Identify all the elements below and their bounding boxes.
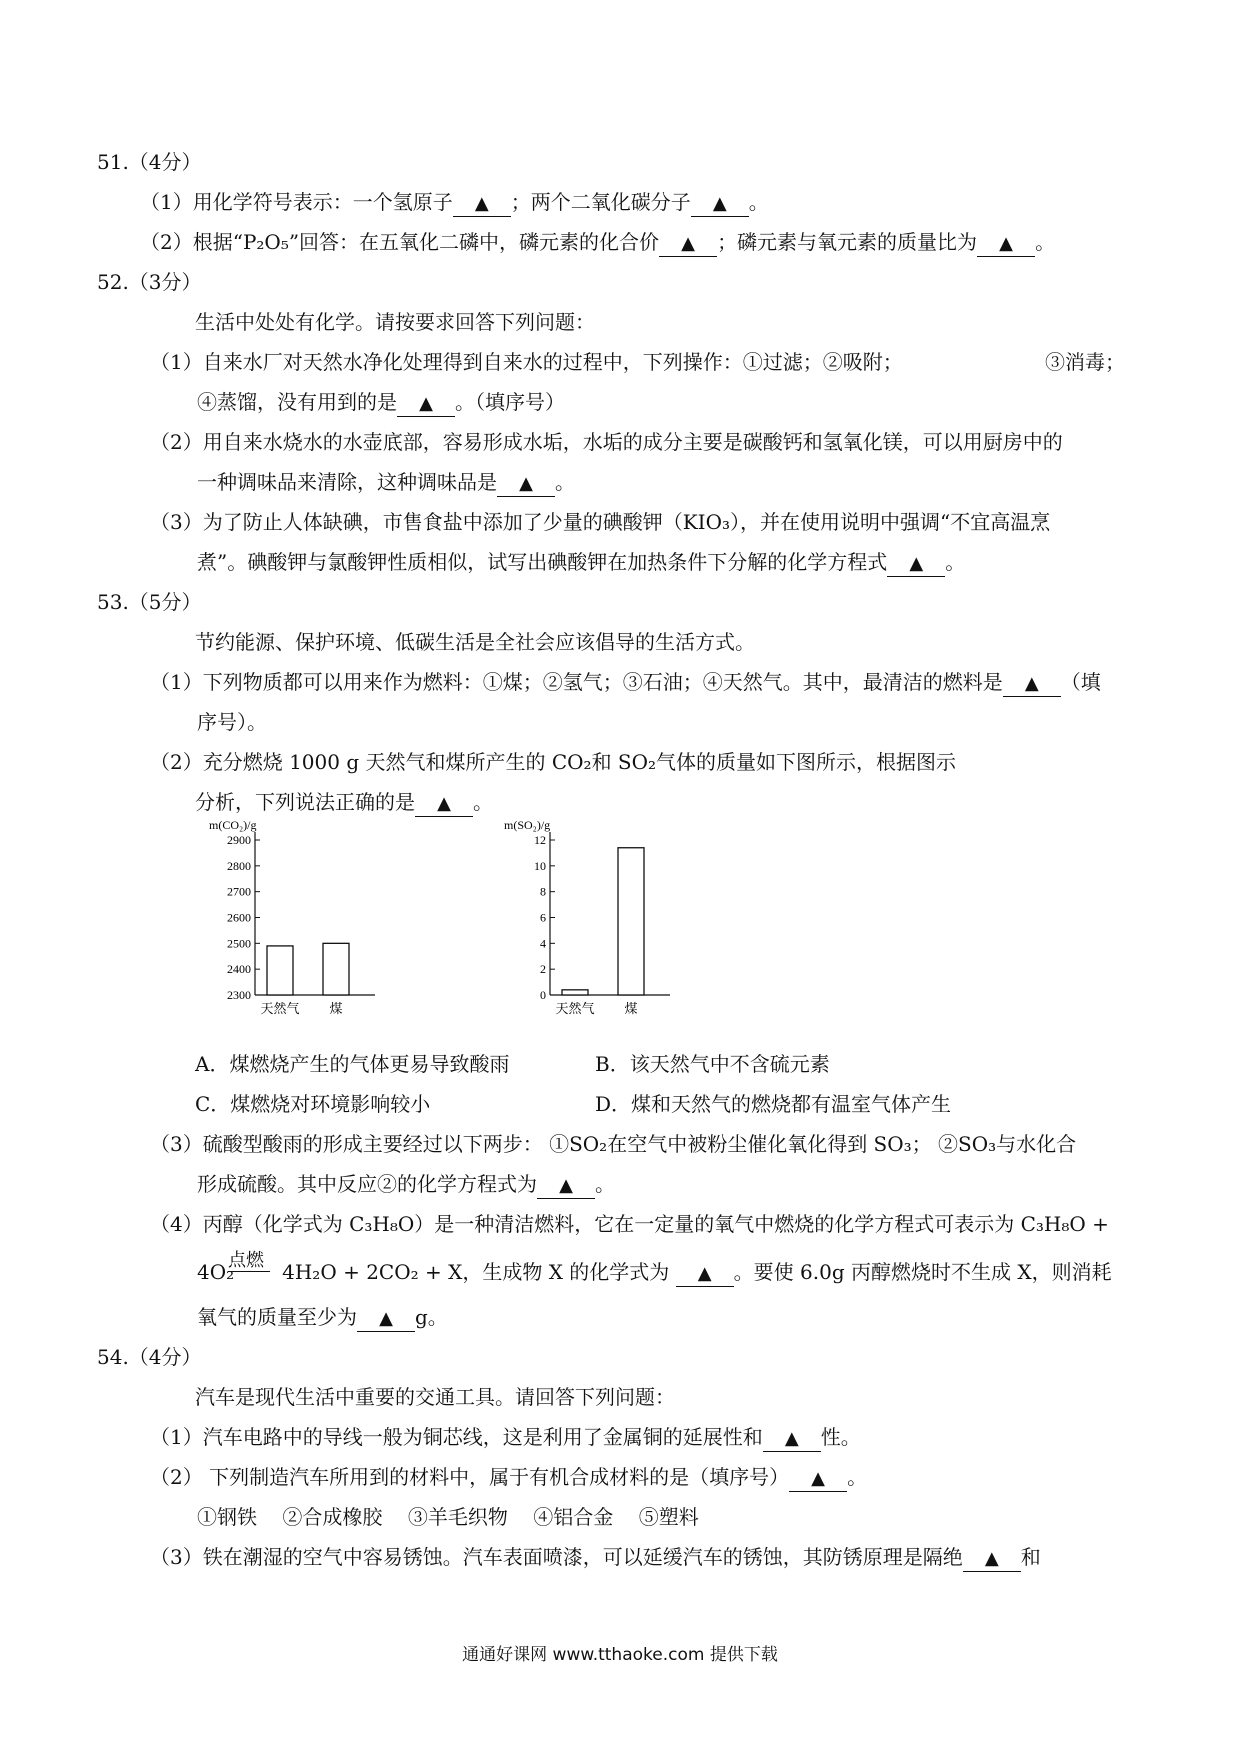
answer-blank[interactable] xyxy=(453,190,511,217)
triangle-icon: ▲ xyxy=(519,473,533,494)
q51-part2-text-c: 。 xyxy=(1035,230,1056,254)
answer-blank[interactable] xyxy=(659,230,717,257)
answer-blank[interactable] xyxy=(1003,670,1061,697)
x-category-label: 煤 xyxy=(329,1001,343,1016)
reaction-condition: 点燃 xyxy=(228,1250,264,1271)
answer-blank[interactable] xyxy=(676,1260,734,1287)
y-tick-label: 2800 xyxy=(227,858,251,873)
q53-part1-line2: 序号）。 xyxy=(197,710,267,734)
q52-part3-line1: （3）为了防止人体缺碘，市售食盐中添加了少量的碘酸钾（KIO₃），并在使用说明中强调“不宜高温烹 xyxy=(150,510,1051,534)
y-tick-label: 2500 xyxy=(227,936,251,951)
q54-part1-text-a: （1）汽车电路中的导线一般为铜芯线，这是利用了金属铜的延展性和 xyxy=(150,1425,763,1449)
y-tick-label: 0 xyxy=(540,988,546,1002)
q53-part3-line2 xyxy=(197,1170,615,1199)
q51-part2-text-b: ；磷元素与氧元素的质量比为 xyxy=(717,230,978,254)
q53-option-b: B．该天然气中不含硫元素 xyxy=(595,1052,830,1076)
q52-part1-text-a: ④蒸馏，没有用到的是 xyxy=(197,390,397,414)
q52-part1-line1-right: ③消毒； xyxy=(1045,350,1125,374)
x-category-label: 天然气 xyxy=(555,1001,595,1016)
so2-bar-chart xyxy=(500,815,690,1030)
y-axis-label: m(CO₂)/g xyxy=(209,818,257,832)
triangle-icon: ▲ xyxy=(999,233,1013,254)
q53-part3-text-a: 形成硫酸。其中反应②的化学方程式为 xyxy=(197,1172,537,1196)
y-tick-label: 2 xyxy=(540,962,546,977)
q54-part3-text-a: （3）铁在潮湿的空气中容易锈蚀。汽车表面喷漆，可以延缓汽车的锈蚀，其防锈原理是隔绝 xyxy=(150,1545,963,1569)
y-tick-label: 10 xyxy=(534,858,546,873)
answer-blank[interactable] xyxy=(963,1545,1021,1572)
answer-blank[interactable] xyxy=(537,1172,595,1199)
q53-part1-text-a: （1）下列物质都可以用来作为燃料：①煤；②氢气；③石油；④天然气。其中，最清洁的燃料是 xyxy=(150,670,1003,694)
q53-header: 53.（5分） xyxy=(97,590,202,614)
q54-part3 xyxy=(150,1543,1041,1572)
q52-part2-line2 xyxy=(197,468,575,497)
triangle-icon: ▲ xyxy=(419,393,433,414)
q53-part4-text-d: 氧气的质量至少为 xyxy=(197,1305,357,1329)
q53-part4-text-c: 。要使 6.0g 丙醇燃烧时不生成 X，则消耗 xyxy=(733,1260,1112,1284)
q53-part1-line1 xyxy=(150,668,1101,697)
triangle-icon: ▲ xyxy=(697,1263,712,1284)
q53-part2-line1: （2）充分燃烧 1000 g 天然气和煤所产生的 CO₂和 SO₂气体的质量如下图所示，根据图示 xyxy=(150,750,957,774)
q53-part3-line1: （3）硫酸型酸雨的形成主要经过以下两步： ①SO₂在空气中被粉尘催化氧化得到 SO₃； ②SO₃与水化合 xyxy=(150,1132,1077,1156)
triangle-icon: ▲ xyxy=(474,193,489,214)
answer-blank[interactable] xyxy=(763,1425,821,1452)
q51-part1-text-b: ；两个二氧化碳分子 xyxy=(510,190,691,214)
answer-blank[interactable] xyxy=(397,390,455,417)
answer-blank[interactable] xyxy=(789,1465,847,1492)
answer-blank[interactable] xyxy=(977,230,1035,257)
answer-blank[interactable] xyxy=(357,1305,415,1332)
q52-part2-text-b: 。 xyxy=(555,470,575,494)
q53-intro: 节约能源、保护环境、低碳生活是全社会应该倡导的生活方式。 xyxy=(195,630,755,654)
q52-part3-text-a: 煮”。碘酸钾与氯酸钾性质相似，试写出碘酸钾在加热条件下分解的化学方程式 xyxy=(197,550,888,574)
q52-part1-line2 xyxy=(197,388,565,417)
q53-part4-text-a: 4O₂ xyxy=(197,1260,235,1284)
q53-part2-line2 xyxy=(195,788,493,817)
q52-intro: 生活中处处有化学。请按要求回答下列问题： xyxy=(195,310,595,334)
triangle-icon: ▲ xyxy=(909,553,924,574)
y-tick-label: 2300 xyxy=(227,988,251,1002)
bar xyxy=(618,848,644,995)
q53-part1-text-b: （填 xyxy=(1060,670,1101,694)
q53-option-a: A．煤燃烧产生的气体更易导致酸雨 xyxy=(195,1052,510,1076)
q53-part4-text-e: g。 xyxy=(415,1305,448,1329)
x-category-label: 煤 xyxy=(624,1001,638,1016)
q54-intro: 汽车是现代生活中重要的交通工具。请回答下列问题： xyxy=(195,1385,675,1409)
q53-part4-line2 xyxy=(197,1258,1112,1287)
x-category-label: 天然气 xyxy=(260,1001,300,1016)
y-tick-label: 6 xyxy=(540,910,546,925)
bar xyxy=(267,946,293,995)
triangle-icon: ▲ xyxy=(379,1308,393,1329)
answer-blank[interactable] xyxy=(497,470,555,497)
q52-part3-text-b: 。 xyxy=(945,550,966,574)
q54-part1-text-b: 性。 xyxy=(820,1425,861,1449)
q53-option-c: C．煤燃烧对环境影响较小 xyxy=(195,1092,431,1116)
q52-part2-text-a: 一种调味品来清除，这种调味品是 xyxy=(197,470,497,494)
q54-materials: ①钢铁 ②合成橡胶 ③羊毛织物 ④铝合金 ⑤塑料 xyxy=(197,1505,699,1529)
q52-part1-text-b: 。（填序号） xyxy=(455,390,565,414)
co2-bar-chart xyxy=(205,815,395,1030)
q51-part1-text-a: （1）用化学符号表示：一个氢原子 xyxy=(140,190,453,214)
bar xyxy=(562,990,588,995)
triangle-icon: ▲ xyxy=(681,233,695,254)
q53-part4-line1: （4）丙醇（化学式为 C₃H₈O）是一种清洁燃料，它在一定量的氧气中燃烧的化学方程式可表示为 C₃H₈O + xyxy=(150,1212,1109,1236)
y-axis-label: m(SO₂)/g xyxy=(504,818,551,832)
triangle-icon: ▲ xyxy=(784,1428,799,1449)
y-tick-label: 2600 xyxy=(227,910,251,925)
q53-part3-text-b: 。 xyxy=(595,1172,615,1196)
y-tick-label: 2900 xyxy=(227,833,251,847)
page-footer: 通通好课网 www.tthaoke.com 提供下载 xyxy=(462,1645,778,1665)
q51-part1 xyxy=(140,188,769,217)
q53-option-d: D．煤和天然气的燃烧都有温室气体产生 xyxy=(595,1092,952,1116)
q54-header: 54.（4分） xyxy=(97,1345,202,1369)
q52-header: 52.（3分） xyxy=(97,270,202,294)
triangle-icon: ▲ xyxy=(437,793,451,814)
y-tick-label: 4 xyxy=(540,936,546,951)
q51-part2-text-a: （2）根据“P₂O₅”回答：在五氧化二磷中，磷元素的化合价 xyxy=(140,230,660,254)
q52-part3-line2 xyxy=(197,548,965,577)
triangle-icon: ▲ xyxy=(559,1175,573,1196)
q53-part2-text-a: 分析，下列说法正确的是 xyxy=(195,790,415,814)
q54-part2-text-a: （2） 下列制造汽车所用到的材料中，属于有机合成材料的是（填序号） xyxy=(150,1465,790,1489)
y-tick-label: 8 xyxy=(540,884,546,899)
answer-blank[interactable] xyxy=(691,190,749,217)
y-tick-label: 2700 xyxy=(227,884,251,899)
triangle-icon: ▲ xyxy=(1024,673,1039,694)
triangle-icon: ▲ xyxy=(811,1468,826,1489)
q51-header: 51.（4分） xyxy=(97,150,202,174)
q54-part3-text-b: 和 xyxy=(1020,1545,1041,1569)
q53-part4-text-b: 4H₂O + 2CO₂ + X，生成物 X 的化学式为 xyxy=(282,1260,670,1284)
bar xyxy=(323,943,349,995)
y-tick-label: 12 xyxy=(534,833,546,847)
answer-blank[interactable] xyxy=(415,790,473,817)
answer-blank[interactable] xyxy=(887,550,945,577)
y-tick-label: 2400 xyxy=(227,962,251,977)
q54-part2-text-b: 。 xyxy=(847,1465,868,1489)
triangle-icon: ▲ xyxy=(984,1548,999,1569)
q53-part2-text-b: 。 xyxy=(473,790,493,814)
q51-part1-text-c: 。 xyxy=(748,190,769,214)
q53-part4-line3 xyxy=(197,1303,448,1332)
q54-part1 xyxy=(150,1423,861,1452)
q54-part2 xyxy=(150,1463,867,1492)
q52-part1-line1: （1）自来水厂对天然水净化处理得到自来水的过程中，下列操作：①过滤；②吸附； xyxy=(150,350,903,374)
q51-part2 xyxy=(140,228,1055,257)
triangle-icon: ▲ xyxy=(712,193,727,214)
q52-part2-line1: （2）用自来水烧水的水壶底部，容易形成水垢，水垢的成分主要是碳酸钙和氢氧化镁，可以用厨房中的 xyxy=(150,430,1063,454)
